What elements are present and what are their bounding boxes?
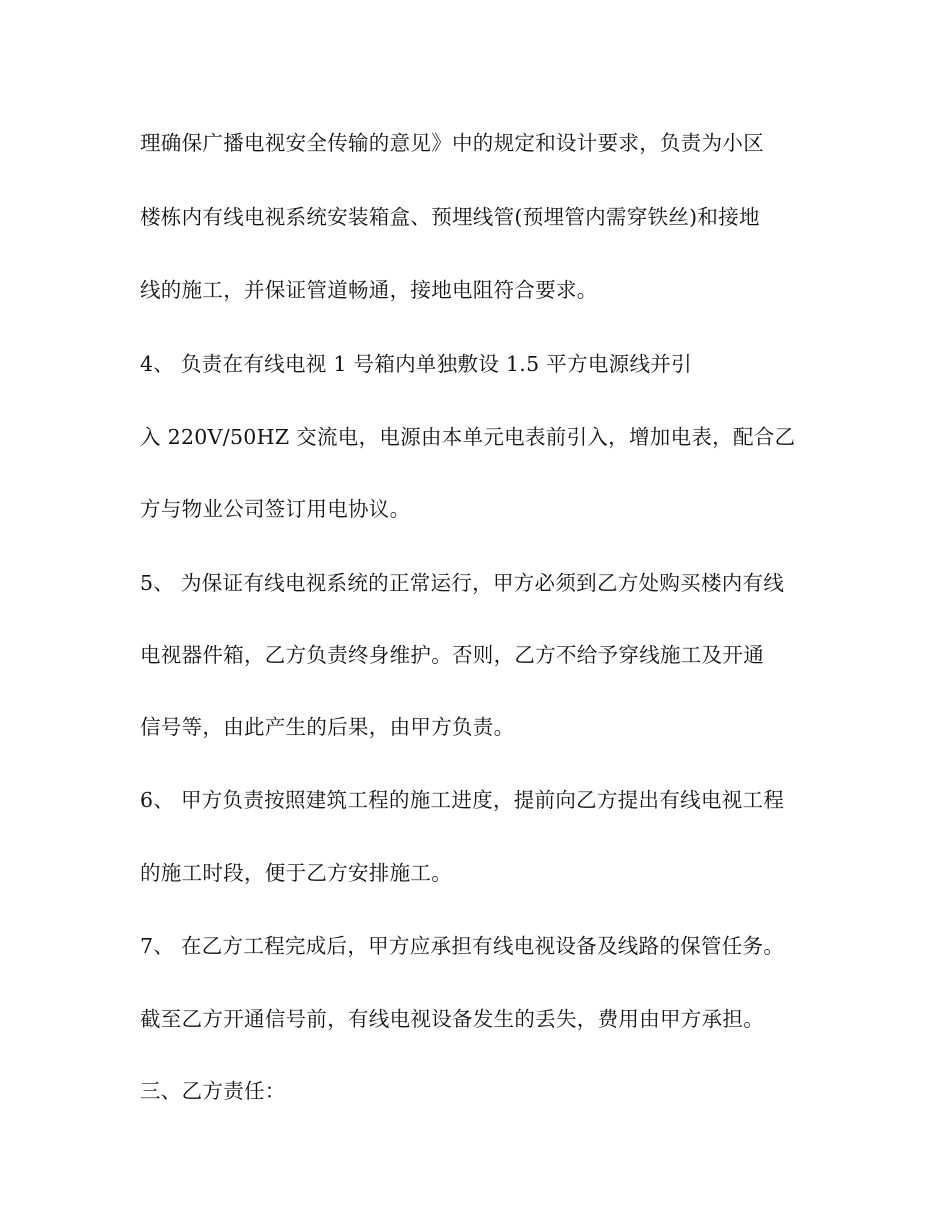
text-line: 方与物业公司签订用电协议。 — [140, 497, 411, 521]
section-heading: 三、乙方责任： — [140, 1079, 286, 1103]
text-line: 4、 负责在有线电视 1 号箱内单独敷设 1.5 平方电源线并引 — [140, 352, 692, 376]
text-line: 的施工时段，便于乙方安排施工。 — [140, 861, 452, 885]
text-line: 理确保广播电视安全传输的意见》中的规定和设计要求，负责为小区 — [140, 131, 764, 155]
text-line: 5、 为保证有线电视系统的正常运行，甲方必须到乙方处购买楼内有线 — [140, 571, 785, 595]
text-line: 楼栋内有线电视系统安装箱盒、预埋线管(预埋管内需穿铁丝)和接地 — [140, 205, 760, 229]
text-line: 电视器件箱，乙方负责终身维护。否则，乙方不给予穿线施工及开通 — [140, 643, 764, 667]
text-line: 信号等，由此产生的后果，由甲方负责。 — [140, 715, 515, 739]
text-line: 入 220V/50HZ 交流电，电源由本单元电表前引入，增加电表，配合乙 — [140, 425, 796, 449]
text-line: 6、 甲方负责按照建筑工程的施工进度，提前向乙方提出有线电视工程 — [140, 788, 785, 812]
text-line: 线的施工，并保证管道畅通，接地电阻符合要求。 — [140, 278, 598, 302]
text-line: 截至乙方开通信号前，有线电视设备发生的丢失，费用由甲方承担。 — [140, 1007, 764, 1031]
text-line: 7、 在乙方工程完成后，甲方应承担有线电视设备及线路的保管任务。 — [140, 934, 785, 958]
